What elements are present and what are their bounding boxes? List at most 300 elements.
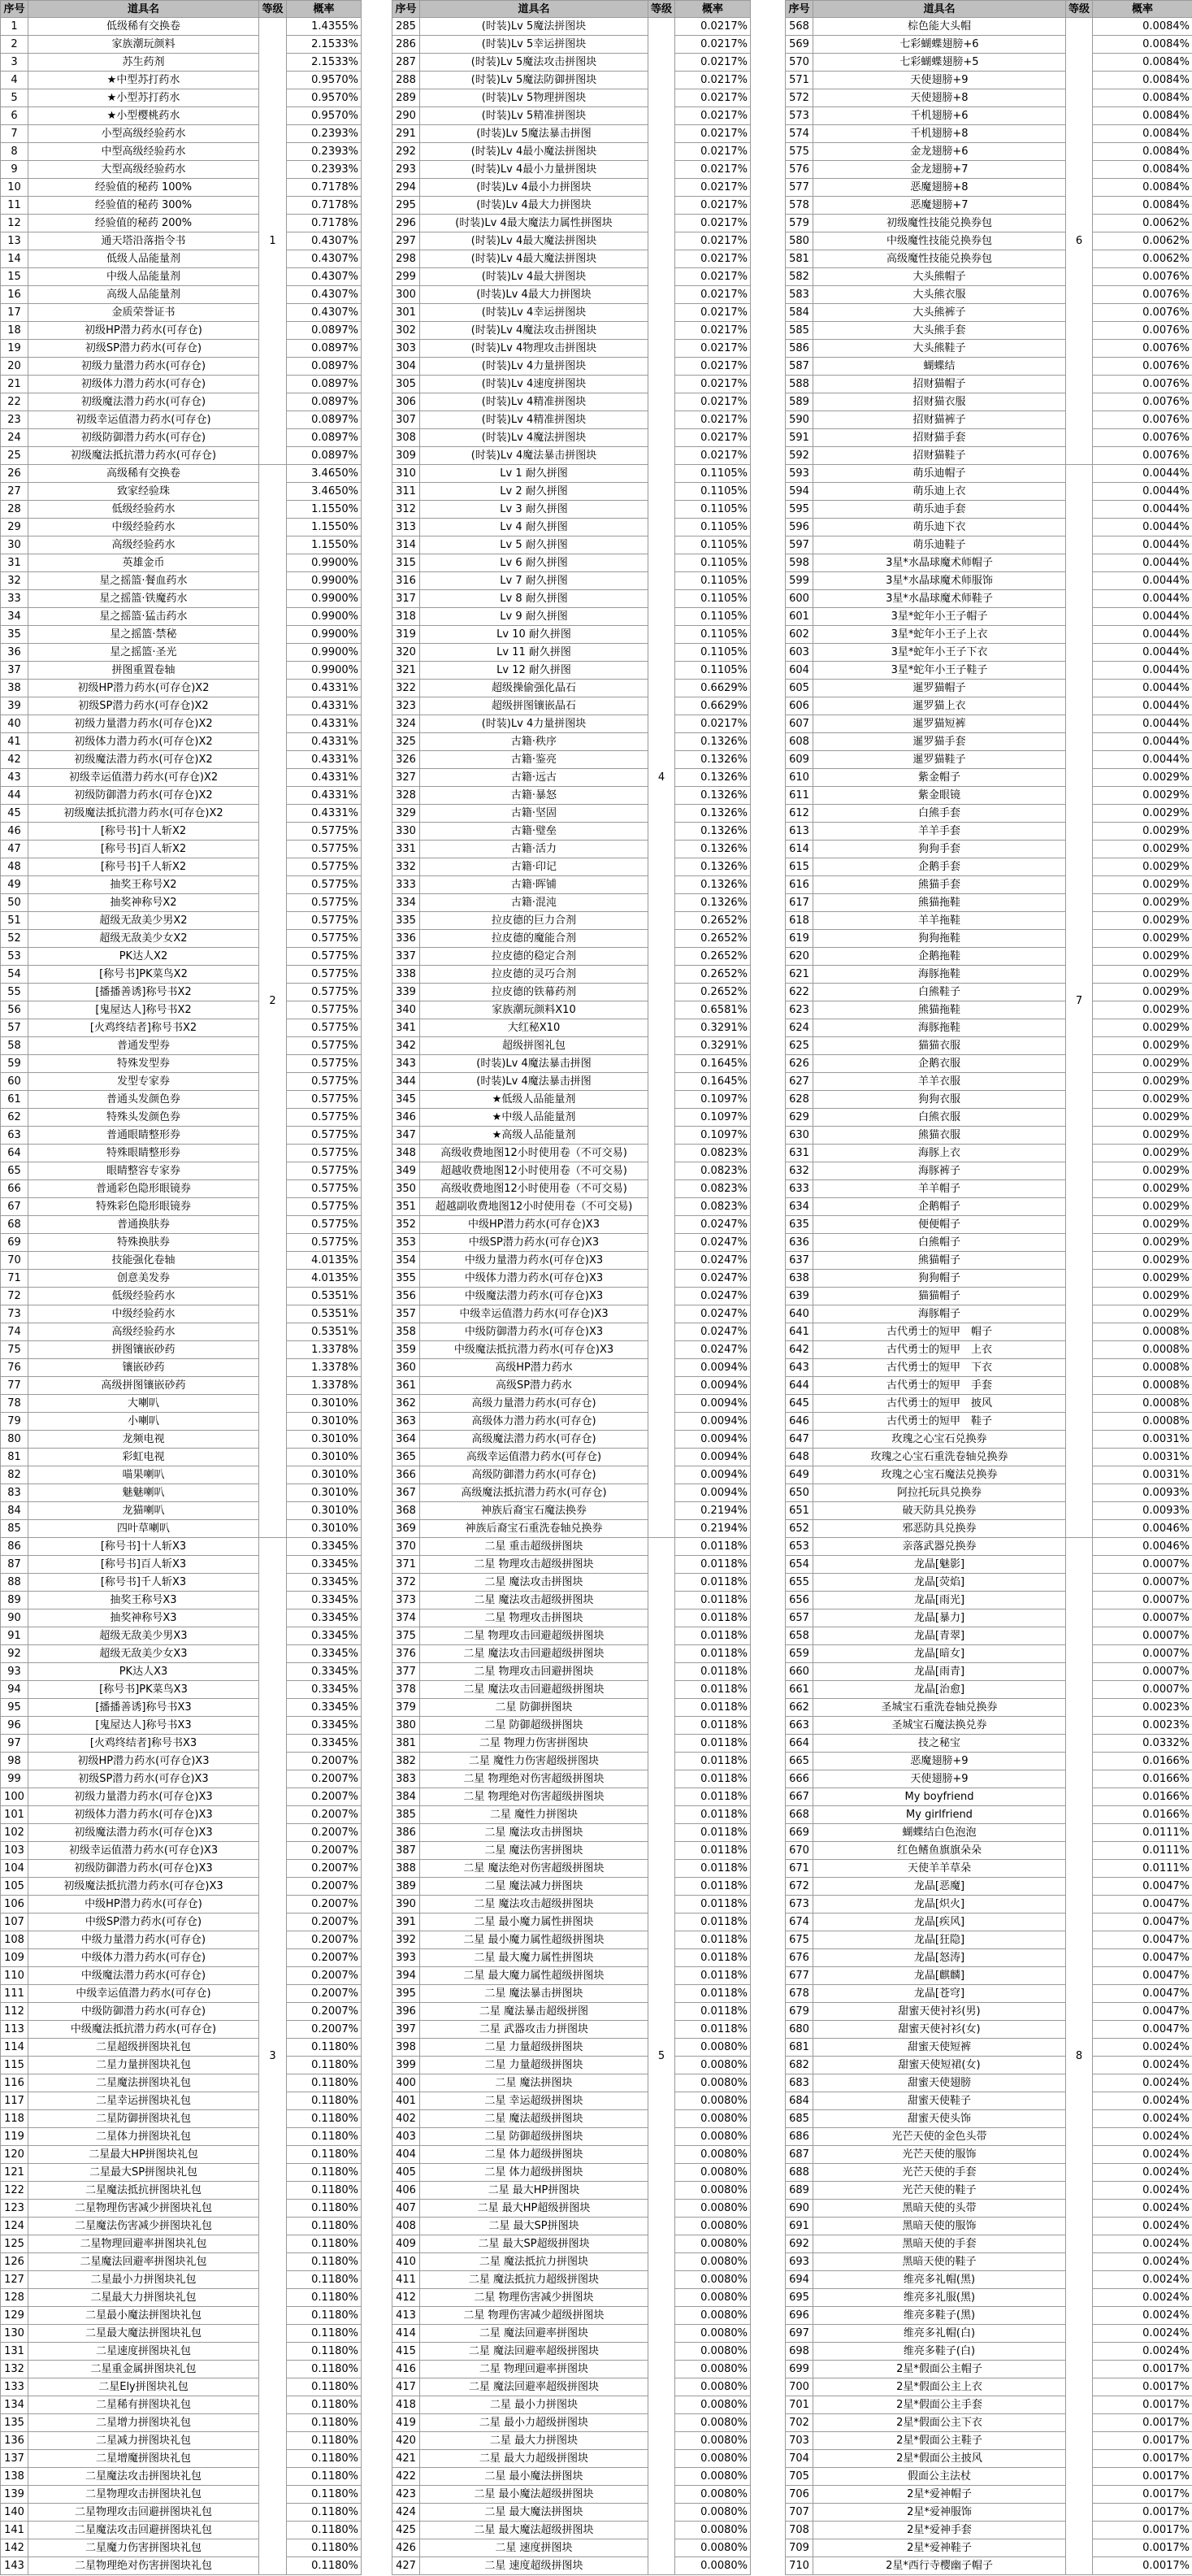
- probability: 0.1097%: [675, 1091, 751, 1109]
- item-name: (时装)Lv 4魔法拼图块: [420, 429, 648, 447]
- row-number: 102: [1, 1824, 28, 1842]
- probability: 0.4331%: [287, 787, 362, 805]
- row-number: 374: [392, 1609, 420, 1627]
- probability: 0.0023%: [1093, 1717, 1192, 1735]
- row-number: 128: [1, 2289, 28, 2307]
- row-number: 654: [786, 1556, 813, 1574]
- table-row: [1, 930, 362, 948]
- row-number: 127: [1, 2271, 28, 2289]
- table-row: [1, 2504, 362, 2522]
- probability: 3.4650%: [287, 483, 362, 501]
- row-number: 136: [1, 2432, 28, 2450]
- table-row: [1, 1127, 362, 1145]
- probability: 0.0217%: [675, 179, 751, 197]
- row-number: 626: [786, 1055, 813, 1073]
- row-number: 372: [392, 1574, 420, 1592]
- item-name: 超级无敌美少男X2: [28, 912, 259, 930]
- table-row: [1, 1216, 362, 1234]
- table-row: [392, 1556, 751, 1574]
- probability: 0.2007%: [287, 1753, 362, 1770]
- probability: 0.0029%: [1093, 1091, 1192, 1109]
- probability: 0.3010%: [287, 1449, 362, 1466]
- probability: 0.0047%: [1093, 1896, 1192, 1914]
- item-name: 低级经验药水: [28, 501, 259, 519]
- item-name: 初级魔性技能兑换券包: [813, 215, 1066, 232]
- item-name: (时装)Lv 5精准拼图块: [420, 107, 648, 125]
- row-number: 650: [786, 1484, 813, 1502]
- table-row: [392, 447, 751, 465]
- table-row: [1, 107, 362, 125]
- row-number: 671: [786, 1860, 813, 1878]
- item-name: 中级体力潜力药水(可存仓)X3: [420, 1270, 648, 1288]
- probability: 0.0029%: [1093, 787, 1192, 805]
- table-row: [786, 179, 1192, 197]
- row-number: 320: [392, 644, 420, 662]
- item-name: 二星 魔法攻击超级拼图块: [420, 1896, 648, 1914]
- table-row: [392, 1252, 751, 1270]
- row-number: 79: [1, 1413, 28, 1431]
- table-row: [1, 1395, 362, 1413]
- row-number: 58: [1, 1037, 28, 1055]
- row-number: 425: [392, 2522, 420, 2539]
- table-row: [392, 1413, 751, 1431]
- table-row: [392, 984, 751, 1001]
- item-name: 二星Ely拼图块礼包: [28, 2378, 259, 2396]
- probability: 0.0024%: [1093, 2253, 1192, 2271]
- probability: 0.4307%: [287, 232, 362, 250]
- table-row: [392, 1377, 751, 1395]
- item-name: 二星 体力超级拼图块: [420, 2164, 648, 2182]
- table-row: [786, 18, 1192, 36]
- item-name: Lv 4 耐久拼图: [420, 519, 648, 536]
- table-row: [1, 72, 362, 89]
- table-row: [786, 751, 1192, 769]
- item-name: 星之摇篮·餐血药水: [28, 572, 259, 590]
- table-row: [392, 680, 751, 697]
- table-row: [786, 2432, 1192, 2450]
- probability: 0.0017%: [1093, 2504, 1192, 2522]
- table-row: [786, 1717, 1192, 1735]
- table-row: [786, 2146, 1192, 2164]
- item-name: 高级拼图镶嵌砂药: [28, 1377, 259, 1395]
- probability: 0.0044%: [1093, 662, 1192, 680]
- item-name: Lv 3 耐久拼图: [420, 501, 648, 519]
- probability: 0.9900%: [287, 590, 362, 608]
- table-row: [1, 1556, 362, 1574]
- probability: 0.0044%: [1093, 590, 1192, 608]
- item-name: 狗狗衣服: [813, 1091, 1066, 1109]
- item-name: 熊猫手套: [813, 876, 1066, 894]
- table-row: [392, 1824, 751, 1842]
- probability: 0.2007%: [287, 1770, 362, 1788]
- item-name: 发型专家券: [28, 1073, 259, 1091]
- table-row: [786, 1252, 1192, 1270]
- table-row: [786, 2253, 1192, 2271]
- row-number: 620: [786, 948, 813, 966]
- probability: 0.0247%: [675, 1341, 751, 1359]
- row-number: 368: [392, 1502, 420, 1520]
- table-row: [1, 1431, 362, 1449]
- row-number: 66: [1, 1180, 28, 1198]
- probability: 0.1105%: [675, 483, 751, 501]
- table-row: [392, 2271, 751, 2289]
- probability: 0.0084%: [1093, 197, 1192, 215]
- table-row: [1, 2325, 362, 2343]
- item-name: 小型高级经验药水: [28, 125, 259, 143]
- probability: 0.0118%: [675, 1770, 751, 1788]
- probability: 0.0029%: [1093, 1216, 1192, 1234]
- probability: 0.0118%: [675, 1914, 751, 1931]
- item-name: 中级HP潜力药水(可存仓): [28, 1896, 259, 1914]
- table-row: [392, 2200, 751, 2218]
- probability: 0.2393%: [287, 143, 362, 161]
- probability: 0.1180%: [287, 2486, 362, 2504]
- row-number: 70: [1, 1252, 28, 1270]
- table-row: [1, 1842, 362, 1860]
- table-row: [392, 1091, 751, 1109]
- probability: 0.2652%: [675, 966, 751, 984]
- table-row: [392, 554, 751, 572]
- item-name: 龙晶[恶魔]: [813, 1878, 1066, 1896]
- probability: 0.0044%: [1093, 697, 1192, 715]
- item-name: 通天塔沿落指令书: [28, 232, 259, 250]
- table-row: [786, 215, 1192, 232]
- row-number: 673: [786, 1896, 813, 1914]
- probability: 0.1180%: [287, 2289, 362, 2307]
- row-number: 369: [392, 1520, 420, 1538]
- probability: 0.0080%: [675, 2289, 751, 2307]
- row-number: 588: [786, 376, 813, 393]
- row-number: 44: [1, 787, 28, 805]
- item-name: (时装)Lv 4最小力量拼图块: [420, 161, 648, 179]
- probability: 0.0080%: [675, 2253, 751, 2271]
- table-row: [1, 2307, 362, 2325]
- probability: 0.0047%: [1093, 1931, 1192, 1949]
- item-name: 初级魔法抵抗潜力药水(可存仓)X2: [28, 805, 259, 823]
- table-row: [786, 1860, 1192, 1878]
- probability: 0.0017%: [1093, 2432, 1192, 2450]
- item-name: 中级人品能量剂: [28, 268, 259, 286]
- probability: 0.3345%: [287, 1735, 362, 1753]
- table-row: [786, 894, 1192, 912]
- table-row: [786, 89, 1192, 107]
- row-number: 575: [786, 143, 813, 161]
- table-row: [392, 304, 751, 322]
- row-number: 107: [1, 1914, 28, 1931]
- probability: 0.0076%: [1093, 411, 1192, 429]
- item-name: 龙晶[狂隐]: [813, 1931, 1066, 1949]
- table-row: [786, 1520, 1192, 1538]
- probability: 0.7178%: [287, 197, 362, 215]
- probability: 0.0029%: [1093, 805, 1192, 823]
- row-number: 634: [786, 1198, 813, 1216]
- table-row: [1, 1270, 362, 1288]
- probability: 0.0080%: [675, 2307, 751, 2325]
- item-name: 二星 物理绝对伤害超级拼图块: [420, 1770, 648, 1788]
- item-name: 超越副收费地图12小时使用卷（不可交易): [420, 1198, 648, 1216]
- table-row: [392, 161, 751, 179]
- item-name: 便便帽子: [813, 1216, 1066, 1234]
- probability: 0.1097%: [675, 1127, 751, 1145]
- row-number: 110: [1, 1967, 28, 1985]
- item-name: 二星魔法抵抗拼图块礼包: [28, 2182, 259, 2200]
- table-row: [786, 1592, 1192, 1609]
- probability: 0.1180%: [287, 2200, 362, 2218]
- table-row: [392, 107, 751, 125]
- row-number: 332: [392, 858, 420, 876]
- item-name: 萌乐迪手套: [813, 501, 1066, 519]
- item-name: 狗狗手套: [813, 841, 1066, 858]
- row-number: 341: [392, 1019, 420, 1037]
- item-name: 英雄金币: [28, 554, 259, 572]
- probability: 0.2007%: [287, 1806, 362, 1824]
- row-number: 96: [1, 1717, 28, 1735]
- probability: 0.0047%: [1093, 1967, 1192, 1985]
- row-number: 636: [786, 1234, 813, 1252]
- table-row: [1, 1145, 362, 1162]
- row-number: 120: [1, 2146, 28, 2164]
- item-name: 初级力量潜力药水(可存仓): [28, 358, 259, 376]
- probability: 0.0029%: [1093, 1162, 1192, 1180]
- table-row: [786, 1914, 1192, 1931]
- item-name: 星之摇篮·圣光: [28, 644, 259, 662]
- item-name: 白熊鞋子: [813, 984, 1066, 1001]
- probability: 0.5775%: [287, 1145, 362, 1162]
- probability: 0.3345%: [287, 1717, 362, 1735]
- row-number: 686: [786, 2128, 813, 2146]
- row-number: 683: [786, 2074, 813, 2092]
- item-name: 二星 最大魔力属性超级拼图块: [420, 1967, 648, 1985]
- table-row: [1, 1305, 362, 1323]
- probability: 0.2652%: [675, 930, 751, 948]
- probability: 0.1180%: [287, 2432, 362, 2450]
- row-number: 287: [392, 54, 420, 72]
- row-number: 112: [1, 2003, 28, 2021]
- item-name: [称号书]百人斩X2: [28, 841, 259, 858]
- row-number: 625: [786, 1037, 813, 1055]
- item-name: 高级防御潜力药水(可存仓): [420, 1466, 648, 1484]
- item-name: 古籍·印记: [420, 858, 648, 876]
- item-name: 苏生药剂: [28, 54, 259, 72]
- row-number: 99: [1, 1770, 28, 1788]
- item-name: ★中级人品能量剂: [420, 1109, 648, 1127]
- row-number: 325: [392, 733, 420, 751]
- table-row: [392, 1037, 751, 1055]
- probability: 0.0217%: [675, 107, 751, 125]
- item-name: 高级收费地图12小时使用卷（不可交易): [420, 1180, 648, 1198]
- row-number: 664: [786, 1735, 813, 1753]
- item-name: (时装)Lv 4最小力拼图块: [420, 179, 648, 197]
- probability: 0.0029%: [1093, 1019, 1192, 1037]
- row-number: 688: [786, 2164, 813, 2182]
- table-row: [786, 1627, 1192, 1645]
- row-number: 424: [392, 2504, 420, 2522]
- probability: 0.0118%: [675, 1681, 751, 1699]
- item-name: 恶魔翅膀+7: [813, 197, 1066, 215]
- probability: 0.0047%: [1093, 2021, 1192, 2039]
- probability: 0.2007%: [287, 2021, 362, 2039]
- table-row: [786, 2074, 1192, 2092]
- row-number: 652: [786, 1520, 813, 1538]
- probability: 1.1550%: [287, 501, 362, 519]
- row-number: 334: [392, 894, 420, 912]
- table-row: [392, 2378, 751, 2396]
- row-number: 610: [786, 769, 813, 787]
- item-name: [称号书]千人斩X2: [28, 858, 259, 876]
- table-row: [392, 89, 751, 107]
- item-name: 大头熊手套: [813, 322, 1066, 340]
- item-name: 大头熊衣服: [813, 286, 1066, 304]
- table-row: [392, 2504, 751, 2522]
- row-number: 50: [1, 894, 28, 912]
- table-row: [786, 1073, 1192, 1091]
- row-number: 419: [392, 2414, 420, 2432]
- row-number: 8: [1, 143, 28, 161]
- item-name: 高级魔法抵抗潜力药水(可存仓): [420, 1484, 648, 1502]
- row-number: 410: [392, 2253, 420, 2271]
- item-name: 二星 物理攻击回避超级拼图块: [420, 1627, 648, 1645]
- table-row: [786, 2110, 1192, 2128]
- table-row: [392, 2557, 751, 2575]
- probability: 0.0080%: [675, 2146, 751, 2164]
- row-number: 337: [392, 948, 420, 966]
- table-row: [1, 1717, 362, 1735]
- item-name: 二星速度拼图块礼包: [28, 2343, 259, 2361]
- probability: 0.0118%: [675, 1806, 751, 1824]
- table-row: [392, 1681, 751, 1699]
- table-row: [786, 2003, 1192, 2021]
- table-row: [1, 644, 362, 662]
- row-number: 661: [786, 1681, 813, 1699]
- probability: 0.1326%: [675, 876, 751, 894]
- row-number: 581: [786, 250, 813, 268]
- row-number: 697: [786, 2325, 813, 2343]
- item-name: 二星 最大魔法拼图块: [420, 2504, 648, 2522]
- probability: 0.0044%: [1093, 572, 1192, 590]
- table-row: [392, 376, 751, 393]
- table-row: [1, 948, 362, 966]
- item-name: 特殊换肤券: [28, 1234, 259, 1252]
- row-number: 302: [392, 322, 420, 340]
- item-name: 初级体力潜力药水(可存仓)X2: [28, 733, 259, 751]
- table-row: [786, 697, 1192, 715]
- probability: 0.4331%: [287, 805, 362, 823]
- item-name: 二星 最大SP超级拼图块: [420, 2235, 648, 2253]
- item-name: 玫瑰之心宝石兑换券: [813, 1431, 1066, 1449]
- item-name: 古籍·晖铺: [420, 876, 648, 894]
- row-number: 407: [392, 2200, 420, 2218]
- row-number: 656: [786, 1592, 813, 1609]
- row-number: 343: [392, 1055, 420, 1073]
- probability: 0.0217%: [675, 376, 751, 393]
- item-name: 中级力量潜力药水(可存仓)X3: [420, 1252, 648, 1270]
- item-name: [鬼屋达人]称号书X2: [28, 1001, 259, 1019]
- row-number: 568: [786, 18, 813, 36]
- probability: 0.1180%: [287, 2378, 362, 2396]
- probability: 0.0029%: [1093, 1037, 1192, 1055]
- item-name: 超越收费地图12小时使用卷（不可交易): [420, 1162, 648, 1180]
- item-name: 初级防御潜力药水(可存仓)X2: [28, 787, 259, 805]
- table-row: [392, 858, 751, 876]
- table-row: [786, 411, 1192, 429]
- table-row: [1, 1001, 362, 1019]
- row-number: 672: [786, 1878, 813, 1896]
- probability: 0.1326%: [675, 841, 751, 858]
- probability: 0.0047%: [1093, 1878, 1192, 1896]
- probability: 0.0093%: [1093, 1502, 1192, 1520]
- item-name: (时装)Lv 4最大拼图块: [420, 268, 648, 286]
- item-name: 高级SP潜力药水: [420, 1377, 648, 1395]
- row-number: 323: [392, 697, 420, 715]
- item-name: 3星*蛇年小王子鞋子: [813, 662, 1066, 680]
- row-number: 7: [1, 125, 28, 143]
- item-name: 二星 魔法攻击回避超级拼图块: [420, 1645, 648, 1663]
- probability: 0.9900%: [287, 572, 362, 590]
- row-number: 348: [392, 1145, 420, 1162]
- probability: 0.0247%: [675, 1234, 751, 1252]
- row-number: 53: [1, 948, 28, 966]
- row-number: 647: [786, 1431, 813, 1449]
- table-row: [786, 501, 1192, 519]
- table-row: [786, 465, 1192, 483]
- item-name: 二星 魔法攻击拼图块: [420, 1824, 648, 1842]
- item-name: 中级魔法抵抗潜力药水(可存仓): [28, 2021, 259, 2039]
- probability: 0.0118%: [675, 1824, 751, 1842]
- row-number: 621: [786, 966, 813, 984]
- row-number: 662: [786, 1699, 813, 1717]
- table-row: [786, 662, 1192, 680]
- row-number: 619: [786, 930, 813, 948]
- table-row: [786, 1681, 1192, 1699]
- row-number: 391: [392, 1914, 420, 1931]
- row-number: 97: [1, 1735, 28, 1753]
- item-name: 恶魔翅膀+8: [813, 179, 1066, 197]
- item-name: 海豚拖鞋: [813, 1019, 1066, 1037]
- row-number: 100: [1, 1788, 28, 1806]
- item-name: 羊羊帽子: [813, 1180, 1066, 1198]
- probability: 0.0111%: [1093, 1824, 1192, 1842]
- table-row: [1, 1681, 362, 1699]
- item-name: 超级无敌美少女X2: [28, 930, 259, 948]
- item-name: (时装)Lv 4最大力拼图块: [420, 197, 648, 215]
- header-row: [1, 1, 362, 18]
- probability: 0.0044%: [1093, 519, 1192, 536]
- probability: 0.0047%: [1093, 1914, 1192, 1931]
- table-row: [1, 1502, 362, 1520]
- table-row: [392, 2057, 751, 2074]
- item-name: 小喇叭: [28, 1413, 259, 1431]
- table-row: [1, 36, 362, 54]
- row-number: 124: [1, 2218, 28, 2235]
- item-name: 二星 魔法超级拼图块: [420, 2110, 648, 2128]
- row-number: 629: [786, 1109, 813, 1127]
- table-row: [1, 2218, 362, 2235]
- probability: 0.0118%: [675, 1860, 751, 1878]
- item-name: 二星 魔法减力拼图块: [420, 1878, 648, 1896]
- item-name: ★高级人品能量剂: [420, 1127, 648, 1145]
- item-name: Lv 12 耐久拼图: [420, 662, 648, 680]
- row-number: 361: [392, 1377, 420, 1395]
- row-number: 630: [786, 1127, 813, 1145]
- probability: 0.0247%: [675, 1323, 751, 1341]
- item-name: 二星物理伤害减少拼图块礼包: [28, 2200, 259, 2218]
- item-name: 二星减力拼图块礼包: [28, 2432, 259, 2450]
- item-name: 初级HP潜力药水(可存仓): [28, 322, 259, 340]
- probability: 0.0217%: [675, 161, 751, 179]
- row-number: 307: [392, 411, 420, 429]
- row-number: 710: [786, 2557, 813, 2575]
- row-number: 288: [392, 72, 420, 89]
